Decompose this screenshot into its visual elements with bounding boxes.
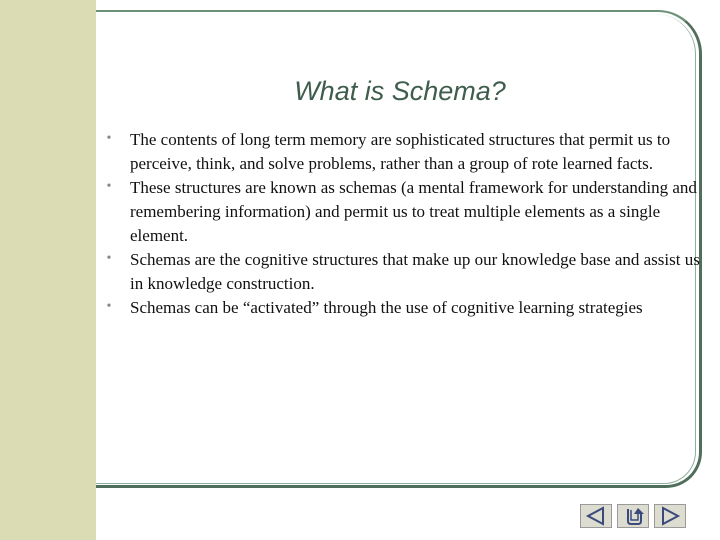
previous-slide-button[interactable] [580, 504, 612, 528]
bullet-dot-icon: • [106, 251, 112, 266]
bullet-text: The contents of long term memory are sophisticated structures that permit us to perceive, think, and solve problems, rather than a group of rote learned facts. [130, 130, 671, 173]
bullet-item [102, 128, 702, 176]
bullet-item [102, 248, 702, 296]
bullet-dot-icon: • [106, 131, 112, 146]
return-button[interactable] [617, 504, 649, 528]
bullet-text: Schemas are the cognitive structures that make up our knowledge base and assist us in knowledge construction. [130, 250, 700, 293]
bullet-list [102, 128, 702, 320]
previous-arrow-icon [581, 505, 611, 527]
return-icon [618, 505, 648, 527]
bullet-dot-icon: • [106, 299, 112, 314]
slide-title: What is Schema? [294, 76, 506, 106]
next-slide-button[interactable] [654, 504, 686, 528]
left-decorative-band [0, 0, 96, 540]
bullet-item [102, 176, 702, 248]
bullet-dot-icon: • [106, 179, 112, 194]
bullet-text: Schemas can be “activated” through the use of cognitive learning strategies [130, 298, 643, 317]
next-arrow-icon [655, 505, 685, 527]
bullet-item [102, 296, 702, 320]
bullet-text: These structures are known as schemas (a mental framework for understanding and remembering information) and permit us to treat multiple elements as a single element. [130, 178, 697, 245]
